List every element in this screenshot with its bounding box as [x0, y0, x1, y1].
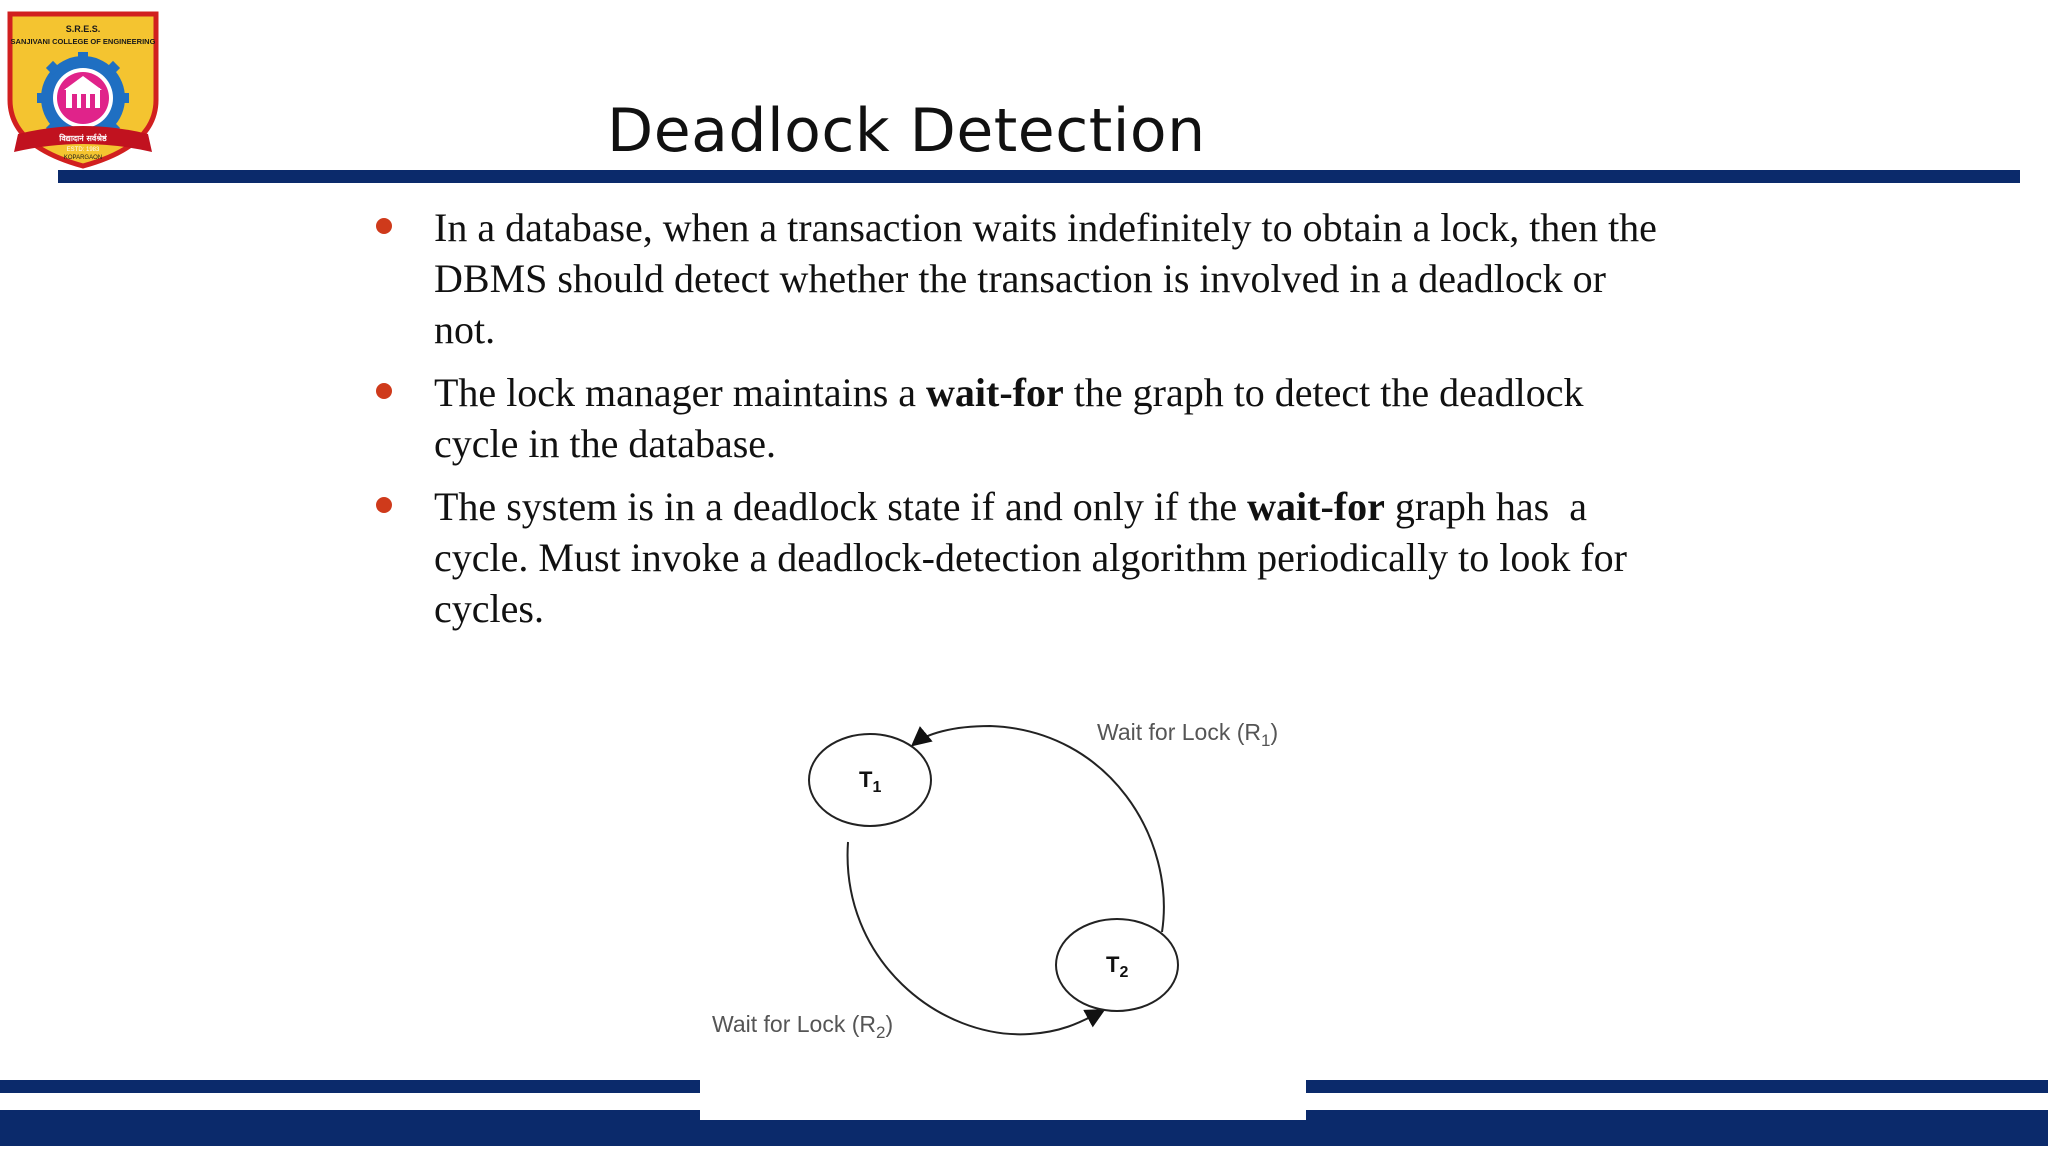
edge-t1-to-t2-label: Wait for Lock $(R_2)$ [712, 1011, 894, 1042]
bullet-segment: the graph to detect the deadlock cycle in the database. [434, 370, 1594, 466]
bullet-bold-term: wait-for [926, 370, 1064, 415]
wait-for-graph [690, 700, 1340, 1060]
bullet-list [372, 202, 1672, 646]
node-t1-label: $T_1$ [859, 767, 882, 796]
edge-t2-to-t1-label: Wait for Lock $(R_1)$ [1097, 719, 1279, 750]
bullet-text [434, 367, 1672, 469]
title-underline [58, 170, 2020, 183]
college-logo [0, 8, 166, 170]
bullet-item [372, 202, 1672, 355]
logo-top-text: S.R.E.S. [65, 24, 101, 34]
footer-thin-bar-right [1306, 1080, 2048, 1093]
bullet-dot-icon [376, 218, 392, 234]
bullet-dot-icon [376, 383, 392, 399]
logo-place: KOPARGAON [63, 155, 103, 161]
bullet-bold-term: wait-for [1247, 484, 1385, 529]
bullet-segment: The system is in a deadlock state if and only if the [434, 484, 1248, 529]
bullet-segment: graph has a cycle. Must invoke a deadlock-detection algorithm periodically to look for cycles. [434, 484, 1637, 631]
footer-gap [700, 1072, 1306, 1120]
footer-thin-bar-left [0, 1080, 700, 1093]
logo-college-name: SANJIVANI COLLEGE OF ENGINEERING [10, 37, 156, 46]
edge-t2-to-t1 [914, 726, 1164, 932]
bullet-dot-icon [376, 497, 392, 513]
node-t2-label: $T_2$ [1106, 952, 1129, 981]
bullet-item [372, 367, 1672, 469]
bullet-item [372, 481, 1672, 634]
edge-t1-to-t2 [848, 842, 1102, 1034]
bullet-segment: In a database, when a transaction waits indefinitely to obtain a lock, then the DBMS should detect whether the transaction is involved in a deadlock or not. [434, 205, 1667, 352]
bullet-text [434, 481, 1672, 634]
bullet-segment: The lock manager maintains a [434, 370, 927, 415]
bullet-text [434, 202, 1672, 355]
slide-title: Deadlock Detection [607, 96, 1206, 166]
logo-estd: ESTD: 1983 [66, 147, 100, 153]
logo-motto: विद्यादानं सर्वश्रेष्ठं [59, 134, 107, 143]
